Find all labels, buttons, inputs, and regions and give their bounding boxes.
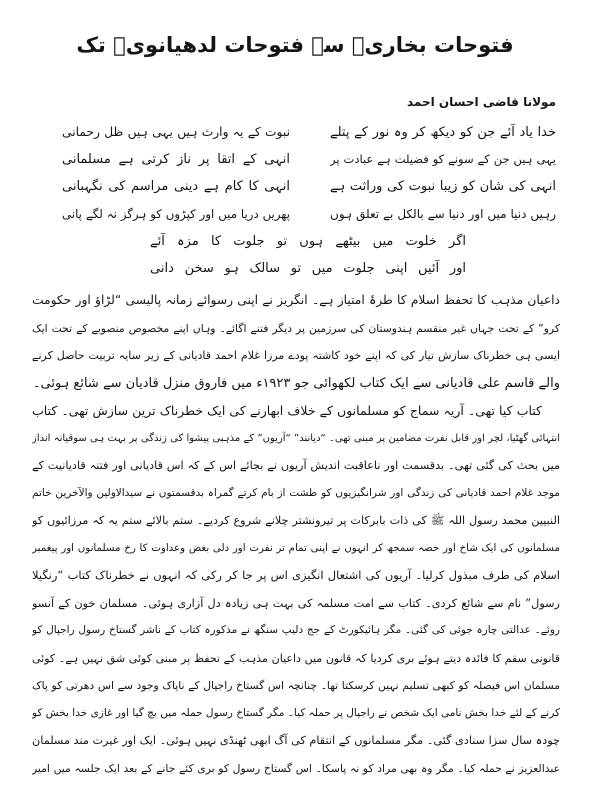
prose-line: داعیان مذہب کا تحفظ اسلام کا طرۂ امتیاز ہے۔ انگریز نے اپنی رسوائے زمانہ پالیسی “لڑاؤ اور حکومت [32, 293, 560, 307]
prose-line: کرو” کے تحت جہاں غیر منقسم ہندوستان کی سرزمین پر دیگر فتنے اگائے۔ وہاں اپنے مخصوص منصوبے کے تحت ایک [32, 321, 560, 335]
poem-hemistich-second: پھریں دریا میں اور کپڑوں کو ہرگز نہ لگے پانی [62, 206, 290, 221]
prose-line: اسلام کی طرف مبذول کرلیا۔ آریوں کی اشتعال انگیزی اس پر جا کر رکی کہ انہوں نے خطرناک کتاب “رنگیلا [32, 568, 560, 582]
prose-line: میں بحث کی گئی تھی۔ بدقسمت اور ناعاقبت اندیش آریوں نے بجائے اس کے کہ اس قادیانی اور فتنہ قادیانیت کے [32, 459, 560, 472]
poem-hemistich-first: خدا یاد آئے جن کو دیکھ کر وہ نور کے پتلے [330, 125, 556, 140]
article-body [32, 287, 560, 782]
prose-line: مسلمان اس فیصلہ کو کبھی تسلیم نہیں کرسکتا تھا۔ چنانچہ اس گستاخ راجپال کے ناپاک وجود سے اس دھرتی کو پاک [32, 679, 560, 692]
poem-hemistich-second: انہی کا کام ہے دینی مراسم کی نگہبانی [62, 179, 290, 195]
prose-line: مسلمانوں کی ایک شاخ اور حصہ سمجھ کر انہوں نے اپنی تمام تر نفرت اور دلی بغض وعداوت کا رخ مسلمانوں اور پیغمبر [32, 541, 560, 554]
poem-center-row [0, 255, 590, 282]
poem [0, 119, 590, 282]
prose-line: قانونی سقم کا فائدہ دیتے ہوئے بری کردیا کہ قانون میں داعیان مذہب کے تحفظ پر مبنی کوئی شق نہیں ہے۔ کوئی [32, 651, 560, 665]
prose-line: عبدالعزیز نے حملہ کیا۔ مگر وہ بھی مراد کو نہ پاسکا۔ اس گستاخ رسول کو بری کئے جانے کے بعد ایک جلسہ میں امیر [32, 761, 560, 775]
poem-center-line: اور آئیں اپنی جلوت میں تو سالک ہو سخن دانی [150, 260, 466, 276]
poem-couplet [0, 146, 590, 173]
prose-line: روئے۔ عدالتی چارہ جوئی کی گئی۔ مگر ہائیکورٹ کے جج دلیپ سنگھ نے مذکورہ کتاب کے ناشر گستاخ رسول راجپال کو [32, 624, 560, 636]
poem-center-row [0, 228, 590, 255]
prose-line: ایسی ہی خطرناک سازش تیار کی کہ اپنے خود کاشتہ پودے مرزا غلام احمد قادیانی کے زیر سایہ تربیت حاصل کرنے [32, 349, 560, 362]
prose-line: چودہ سال سزا سنادی گئی۔ مگر مسلمانوں کے انتقام کی آگ ابھی ٹھنڈی نہیں ہوئی۔ ایک اور غیرت مند مسلمان [32, 734, 560, 747]
prose-line: والے قاسم علی قادیانی سے ایک کتاب لکھوائی جو ۱۹۲۳ء میں فاروق منزل قادیان سے شائع ہوئی۔ [32, 375, 560, 391]
prose-line: کرنے کے لئے خدا بخش نامی ایک شخص نے راجپال پر حملہ کیا۔ مگر گستاخ رسول حملہ میں بچ گیا اور غازی خدا بخش کو [32, 706, 560, 719]
poem-couplet [0, 201, 590, 228]
poem-couplet [0, 173, 590, 200]
poem-hemistich-first: یہی ہیں جن کے سونے کو فضیلت ہے عبادت پر [330, 152, 556, 167]
poem-hemistich-second: نبوت کے یہ وارث ہیں یہی ہیں ظل رحمانی [62, 125, 290, 139]
poem-center-line: اگر خلوت میں بیٹھے ہوں تو جلوت کا مزہ آئے [150, 233, 466, 249]
prose-line: رسول” نام سے شائع کردی۔ کتاب سے امت مسلمہ کی بہت ہی زیادہ دل آزاری ہوئی۔ مسلمان خون کے آنسو [32, 596, 560, 610]
poem-couplet [0, 119, 590, 146]
prose-line: انتہائی گھٹیا، لچر اور قابل نفرت مضامین پر مبنی تھی۔ “دیانند” “آریوں” کے مذہبی پیشوا کی زندگی پر بہت ہی سوقیانہ انداز [32, 432, 560, 444]
author-byline: مولانا قاضی احسان احمد [407, 95, 556, 109]
paragraph [32, 287, 560, 397]
paragraph [32, 397, 560, 782]
prose-line: موجد غلام احمد قادیانی کی زندگی اور شرانگیزیوں کو طشت از بام کرتے گمراہ بدقسمتوں نے سیدالاولین والآخرین خاتم [32, 486, 560, 499]
prose-line: کتاب کیا تھی۔ آریہ سماج کو مسلمانوں کے خلاف ابھارنے کی ایک خطرناک ترین سازش تھی۔ کتاب [32, 403, 542, 418]
poem-hemistich-first: رہیں دنیا میں اور دنیا سے بالکل بے تعلق ہوں [330, 206, 556, 221]
poem-hemistich-first: انہی کی شان کو زیبا نبوت کی وراثت ہے [330, 179, 556, 195]
article-title: فتوحات بخاریؒ سے فتوحات لدھیانویؒ تک [76, 33, 514, 57]
prose-line: النبیین محمد رسول اللہ ﷺ کی ذات بابرکات پر تیرونشتر چلانے شروع کردیے۔ ستم بالائے ستم یہ کہ مرزائیوں کو [32, 514, 560, 527]
poem-hemistich-second: انہی کے اتقا پر ناز کرتی ہے مسلمانی [62, 152, 290, 168]
